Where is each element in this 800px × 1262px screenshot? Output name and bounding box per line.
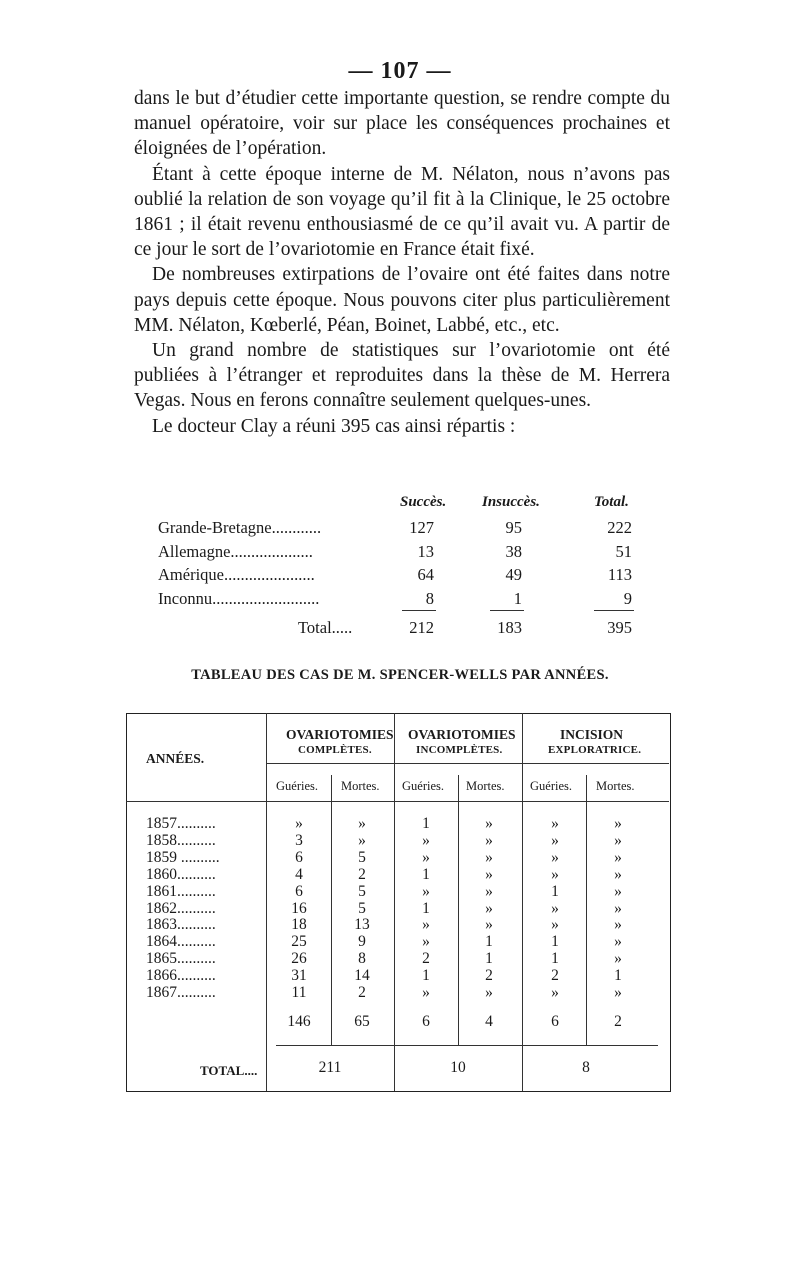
year-cell: 2 bbox=[485, 967, 493, 985]
header-failure: Insuccès. bbox=[482, 494, 540, 510]
year-label: 1861.......... bbox=[146, 882, 216, 900]
year-cell: » bbox=[485, 865, 493, 883]
sum-incomplete-cured: 6 bbox=[422, 1013, 430, 1030]
total-failure: 183 bbox=[497, 618, 522, 637]
group-incomplete-line1: OVARIOTOMIES bbox=[408, 727, 516, 742]
body-text bbox=[134, 86, 670, 439]
paragraph-2: Étant à cette époque interne de M. Nélaton, nous n’avons pas oublié la relation de son voyage qu’il fit à la Clinique, le 25 octobre 1861 ; il était revenu enthousiasmé de ce qu’il avait vu. A partir de ce jour le sort de l’ovariotomie en France était fixé. bbox=[134, 163, 670, 261]
year-cell: » bbox=[422, 933, 430, 951]
year-cell: » bbox=[614, 848, 622, 866]
year-label: 1858.......... bbox=[146, 831, 216, 849]
year-cell: » bbox=[485, 984, 493, 1001]
year-label: 1860.......... bbox=[146, 865, 216, 883]
year-cell: 26 bbox=[291, 950, 307, 968]
group-exploratory-line2: EXPLORATRICE. bbox=[548, 744, 642, 756]
year-cell: 11 bbox=[291, 984, 307, 1001]
row-label: Amérique...................... bbox=[158, 565, 315, 584]
sub-dead: Mortes. bbox=[466, 779, 505, 793]
year-cell: 1 bbox=[551, 950, 559, 968]
group-exploratory-line1: INCISION bbox=[560, 727, 624, 742]
year-cell: » bbox=[551, 815, 559, 832]
year-cell: 2 bbox=[358, 984, 366, 1001]
year-cell: » bbox=[614, 916, 622, 934]
year-cell: 1 bbox=[551, 882, 559, 900]
stats-row bbox=[134, 540, 670, 564]
year-cell: » bbox=[551, 831, 559, 849]
paragraph-1: dans le but d’étudier cette importante question, se rendre compte du manuel opératoire, voir sur place les conséquences prochaines et éloignées de l’opération. bbox=[134, 88, 670, 160]
year-cell: 5 bbox=[358, 899, 366, 917]
year-cell: » bbox=[485, 916, 493, 934]
total-complete: 211 bbox=[318, 1059, 342, 1076]
row-success: 8 bbox=[425, 588, 434, 608]
row-total: 222 bbox=[607, 518, 632, 537]
header-success: Succès. bbox=[400, 494, 447, 510]
row-success: 13 bbox=[417, 541, 434, 561]
total-success: 212 bbox=[409, 618, 434, 637]
year-label: 1864.......... bbox=[146, 933, 216, 951]
year-cell: » bbox=[295, 815, 303, 832]
year-label: 1859 .......... bbox=[146, 848, 220, 866]
year-cell: » bbox=[358, 815, 366, 832]
sub-divider bbox=[331, 775, 332, 1045]
stats-total-row bbox=[134, 616, 670, 640]
col-divider bbox=[266, 713, 267, 1091]
col-divider bbox=[522, 713, 523, 1091]
sub-dead: Mortes. bbox=[596, 779, 635, 793]
year-cell: 3 bbox=[295, 831, 303, 849]
sum-exploratory-cured: 6 bbox=[551, 1013, 559, 1030]
row-total: 9 bbox=[623, 588, 632, 608]
group-incomplete-line2: INCOMPLÈTES. bbox=[416, 744, 503, 756]
year-cell: 5 bbox=[358, 848, 366, 866]
year-cell: 18 bbox=[291, 916, 307, 934]
row-total: 51 bbox=[615, 541, 632, 561]
year-cell: » bbox=[485, 882, 493, 900]
sum-exploratory-dead: 2 bbox=[614, 1013, 622, 1030]
row-label: Inconnu.......................... bbox=[158, 588, 320, 608]
year-cell: 16 bbox=[291, 899, 307, 917]
year-cell: 1 bbox=[551, 933, 559, 951]
year-cell: » bbox=[485, 831, 493, 849]
row-failure: 95 bbox=[505, 518, 522, 537]
year-cell: » bbox=[551, 984, 559, 1001]
year-label: 1865.......... bbox=[146, 950, 216, 968]
row-failure: 1 bbox=[513, 588, 522, 608]
clay-statistics-table bbox=[134, 494, 670, 640]
sub-cured: Guéries. bbox=[276, 779, 318, 793]
year-cell: 13 bbox=[354, 916, 370, 934]
sum-incomplete-dead: 4 bbox=[485, 1013, 493, 1030]
year-cell: 14 bbox=[354, 967, 370, 985]
year-cell: » bbox=[485, 848, 493, 866]
year-cell: » bbox=[551, 848, 559, 866]
year-cell: » bbox=[422, 848, 430, 866]
year-cell: 31 bbox=[291, 967, 307, 985]
sum-complete-cured: 146 bbox=[287, 1013, 311, 1030]
year-cell: 1 bbox=[422, 899, 430, 917]
row-success: 64 bbox=[417, 565, 434, 584]
sum-complete-dead: 65 bbox=[354, 1013, 370, 1030]
year-label: 1863.......... bbox=[146, 916, 216, 934]
sum-rule bbox=[402, 610, 436, 611]
year-cell: 1 bbox=[485, 933, 493, 951]
total-incomplete: 10 bbox=[450, 1059, 466, 1076]
year-cell: 6 bbox=[295, 848, 303, 866]
year-cell: 5 bbox=[358, 882, 366, 900]
sub-divider bbox=[458, 775, 459, 1045]
row-failure: 38 bbox=[505, 541, 522, 561]
year-cell: 2 bbox=[551, 967, 559, 985]
year-cell: » bbox=[422, 882, 430, 900]
year-cell: » bbox=[422, 916, 430, 934]
year-cell: 9 bbox=[358, 933, 366, 951]
year-cell: » bbox=[422, 831, 430, 849]
stats-row bbox=[134, 516, 670, 540]
year-cell: » bbox=[551, 865, 559, 883]
row-failure: 49 bbox=[505, 565, 522, 584]
year-cell: » bbox=[485, 899, 493, 917]
paragraph-3: De nombreuses extirpations de l’ovaire ont été faites dans notre pays depuis cette époque. Nous pouvons citer plus particulièrement MM. Nélaton, Kœberlé, Péan, Boinet, Labbé, etc., etc. bbox=[134, 264, 670, 336]
year-cell: 2 bbox=[422, 950, 430, 968]
row-label: Allemagne.................... bbox=[158, 541, 313, 561]
sum-rule bbox=[490, 610, 524, 611]
year-cell: 1 bbox=[485, 950, 493, 968]
group-complete-line2: COMPLÈTES. bbox=[298, 744, 372, 756]
year-cell: 6 bbox=[295, 882, 303, 900]
year-cell: » bbox=[551, 899, 559, 917]
group-rule bbox=[266, 763, 669, 764]
year-cell: 1 bbox=[614, 967, 622, 985]
year-cell: 8 bbox=[358, 950, 366, 968]
year-cell: » bbox=[614, 899, 622, 917]
year-cell: 2 bbox=[358, 865, 366, 883]
sub-cured: Guéries. bbox=[402, 779, 444, 793]
col-divider bbox=[394, 713, 395, 1091]
year-cell: » bbox=[551, 916, 559, 934]
year-cell: 1 bbox=[422, 865, 430, 883]
year-label: 1867.......... bbox=[146, 984, 216, 1001]
sum-rule bbox=[594, 610, 634, 611]
year-cell: » bbox=[614, 950, 622, 968]
year-cell: » bbox=[485, 815, 493, 832]
row-success: 127 bbox=[409, 518, 434, 537]
sub-cured: Guéries. bbox=[530, 779, 572, 793]
header-rule bbox=[126, 801, 669, 802]
row-total: 113 bbox=[607, 565, 632, 584]
year-cell: » bbox=[614, 984, 622, 1001]
year-cell: 1 bbox=[422, 815, 430, 832]
year-label: 1866.......... bbox=[146, 967, 216, 985]
year-cell: » bbox=[422, 984, 430, 1001]
total-total: 395 bbox=[607, 618, 632, 637]
header-years: ANNÉES. bbox=[146, 751, 205, 766]
year-cell: » bbox=[614, 865, 622, 883]
year-cell: » bbox=[614, 882, 622, 900]
year-cell: » bbox=[358, 831, 366, 849]
year-label: 1862.......... bbox=[146, 899, 216, 917]
sub-divider bbox=[586, 775, 587, 1045]
stats-row bbox=[134, 563, 670, 587]
year-cell: 25 bbox=[291, 933, 307, 951]
row-label: Grande-Bretagne............ bbox=[158, 518, 322, 537]
year-cell: 4 bbox=[295, 865, 303, 883]
page-number: — 107 — bbox=[348, 58, 452, 84]
header-total: Total. bbox=[594, 494, 629, 510]
stats-header bbox=[134, 494, 670, 516]
year-cell: 1 bbox=[422, 967, 430, 985]
total-label: Total..... bbox=[298, 618, 353, 637]
year-cell: » bbox=[614, 831, 622, 849]
total-exploratory: 8 bbox=[582, 1059, 590, 1076]
spencer-wells-table bbox=[126, 713, 672, 1093]
paragraph-4: Un grand nombre de statistiques sur l’ovariotomie ont été publiées à l’étranger et reproduites dans la thèse de M. Herrera Vegas. Nous en ferons connaître seulement quelques-unes. bbox=[134, 340, 670, 412]
spencer-wells-title: TABLEAU DES CAS DE M. SPENCER-WELLS PAR ANNÉES. bbox=[191, 667, 609, 683]
sum-rule bbox=[276, 1045, 658, 1046]
year-label: 1857.......... bbox=[146, 815, 216, 832]
year-cell: » bbox=[614, 933, 622, 951]
total-label: TOTAL.... bbox=[200, 1063, 258, 1078]
paragraph-5: Le docteur Clay a réuni 395 cas ainsi répartis : bbox=[152, 415, 516, 437]
group-complete-line1: OVARIOTOMIES bbox=[286, 727, 394, 742]
year-cell: » bbox=[614, 815, 622, 832]
sub-dead: Mortes. bbox=[341, 779, 380, 793]
stats-row bbox=[134, 587, 670, 611]
